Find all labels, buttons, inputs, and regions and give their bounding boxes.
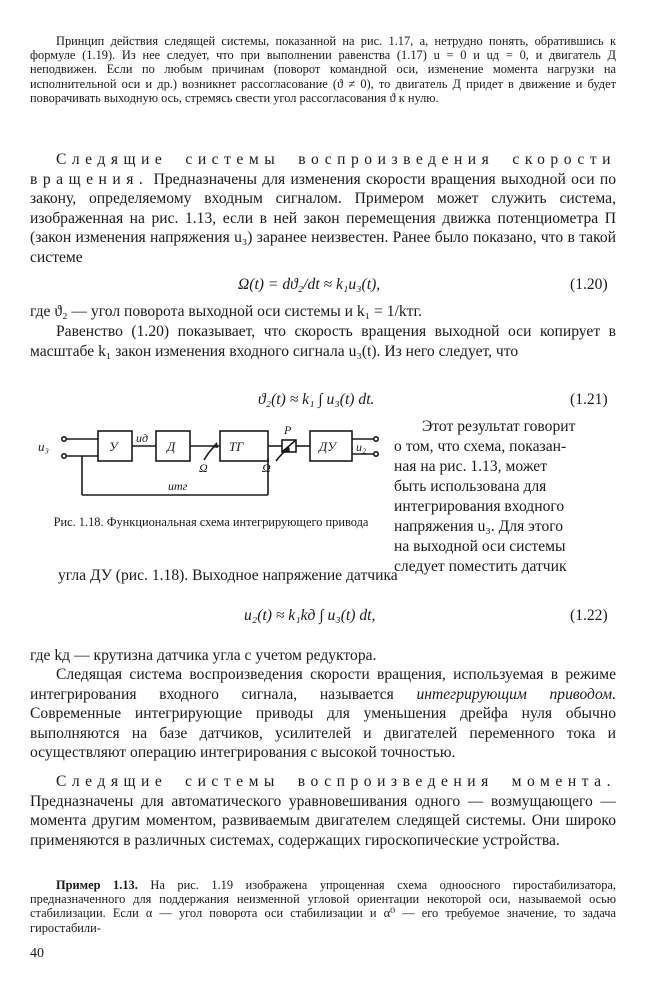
section-moment-paragraph xyxy=(30,772,616,850)
integrating-drive-text-a: Следящая система воспроизведения скорости вращения, используемая в режиме интегрирования входного сигнала, называется xyxy=(30,666,616,703)
right-column xyxy=(394,418,616,578)
intro-paragraph: Принцип действия следящей системы, показанной на рис. 1.17, а, нетрудно понять, обратившись к формуле (1.19). Из нее следует, что при выполнении равенства (1.17) u = 0 и uд = 0, и двигатель Д неподвижен. Если по любым причинам (поворот командной оси, изменение момента нагрузки на исполнительной оси и др.) возникнет рассогласование (ϑ ≠ 0), то двигатель Д придет в движение и будет поворачивать выходную ось, стремясь свести угол рассогласования ϑ к нулю. xyxy=(30,34,616,105)
input-terminal-bottom xyxy=(62,454,66,458)
motor-voltage-label: uд xyxy=(136,431,149,445)
equation-1-21: ϑ₂(t) ≈ k₁ ∫ u₃(t) dt. xyxy=(258,391,375,408)
block-angle-sensor-label: ДУ xyxy=(319,439,337,454)
integrating-drive-paragraph xyxy=(30,665,616,763)
right-column-line: интегрирования входного xyxy=(394,498,565,515)
output-voltage-label: u₂ xyxy=(356,440,367,454)
output-terminal-bottom xyxy=(374,452,378,456)
integrating-drive-text-b: Современные интегрирующие приводы для уменьшения дрейфа нуля обычно выполняются на базе датчиков, усилителей и двигателей переменного тока и осуществляют операцию интегрирования с высокой точностью. xyxy=(30,705,616,762)
equation-1-20: Ω(t) = dϑ₂/dt ≈ k₁u₃(t), xyxy=(238,276,381,293)
section-speed-paragraph xyxy=(30,150,616,268)
integrating-drive-term: интегрирующим приводом. xyxy=(416,685,616,703)
equation-1-22-number: (1.22) xyxy=(570,607,608,624)
section-speed-text: Предназначены для изменения скорости вращения выходной оси по закону, определяемому входным сигналом. Примером может служить система, изображенная на рис. 1.13, если в ней закон перемещения движка потенциометра П (закон изменения напряжения u₃) заранее неизвестен. Ранее было показано, что в такой системе xyxy=(30,170,616,266)
figure-caption: Рис. 1.18. Функциональная схема интегрирующего привода xyxy=(53,515,369,529)
block-tachogenerator-label: ТГ xyxy=(229,439,244,454)
input-terminal-top xyxy=(62,437,66,441)
input-voltage-label: u₃ xyxy=(38,439,50,454)
after-eq-1-20: где ϑ₂ — угол поворота выходной оси системы и k₁ = 1/kтг. xyxy=(30,303,422,320)
after-figure-line: угла ДУ (рис. 1.18). Выходное напряжение датчика xyxy=(58,567,398,584)
equality-paragraph: Равенство (1.20) показывает, что скорость вращения выходной оси копирует в масштабе k₁ закон изменения входного сигнала u₃(t). Из него следует, что xyxy=(30,323,616,360)
right-column-line: следует поместить датчик xyxy=(394,558,567,575)
block-amplifier-label: У xyxy=(109,439,118,454)
right-column-line: на выходной оси системы xyxy=(394,538,566,555)
output-terminal-top xyxy=(374,437,378,441)
equation-1-22: u₂(t) ≈ k₁kд ∫ u₃(t) dt, xyxy=(244,607,376,624)
section-moment-text: Предназначены для автоматического уравновешивания одного — возмущающего — момента другим моментом, развиваемым двигателем следящей системы. Они широко применяются в различных системах, содержащих гироскопические устройства. xyxy=(30,792,616,849)
page-number: 40 xyxy=(30,946,44,961)
omega-label-right: Ω xyxy=(262,461,271,475)
feedback-voltage-label: uтг xyxy=(168,479,188,493)
example-text: На рис. 1.19 изображена упрощенная схема одноосного гиростабилизатора, предназначенного для поддержания неизменной угловой ориентации некоторой оси, называемой осью стабилизации. Если α — угол поворота оси стабилизации и α⁰ — его требуемое значение, то задача гиростабили- xyxy=(30,878,616,935)
right-column-line: о том, что схема, показан- xyxy=(394,438,567,455)
after-eq-1-22: где kд — крутизна датчика угла с учетом редуктора. xyxy=(30,647,377,664)
right-column-line: напряжения u₃. Для этого xyxy=(394,518,564,535)
section-speed-heading: Следящие системы воспроизведения скорости вращения. xyxy=(30,151,616,188)
equation-1-20-number: (1.20) xyxy=(570,276,608,293)
right-column-line: ная на рис. 1.13, может xyxy=(394,458,548,475)
example-label: Пример 1.13. xyxy=(56,878,138,892)
gear-label: Р xyxy=(284,423,292,437)
example-paragraph xyxy=(30,878,616,935)
block-motor-label: Д xyxy=(167,439,176,454)
block-tachogenerator xyxy=(220,431,268,461)
integrating-drive-diagram xyxy=(38,420,390,502)
right-column-line: быть использована для xyxy=(394,478,547,495)
right-column-line: Этот результат говорит xyxy=(422,418,576,435)
section-moment-heading: Следящие системы воспроизведения момента. xyxy=(56,773,616,790)
omega-label-left: Ω xyxy=(199,461,208,475)
equation-1-21-number: (1.21) xyxy=(570,391,608,408)
